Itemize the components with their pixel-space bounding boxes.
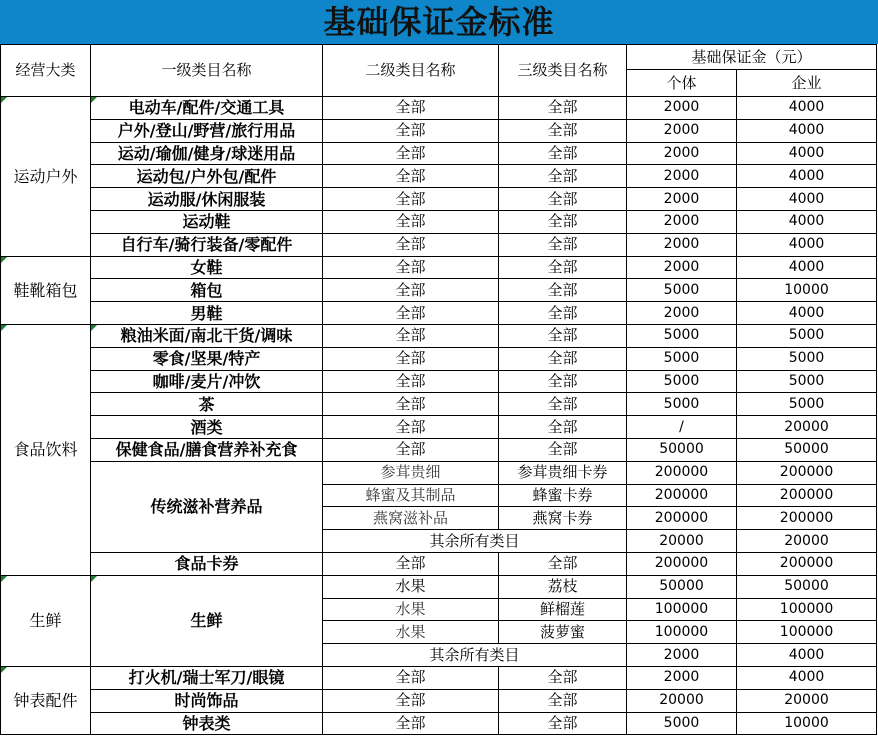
- level1-cell: 打火机/瑞士军刀/眼镜: [91, 666, 323, 689]
- table-row: [1, 666, 877, 689]
- enterprise-cell: 200000: [737, 484, 877, 507]
- level2-cell: 参茸贵细: [323, 461, 499, 484]
- level3-cell: 全部: [499, 438, 627, 461]
- category-cell: 食品饮料: [1, 324, 91, 575]
- category-cell: 鞋靴箱包: [1, 256, 91, 324]
- level1-cell: 女鞋: [91, 256, 323, 279]
- level3-cell: 蜂蜜卡券: [499, 484, 627, 507]
- individual-cell: 50000: [627, 575, 737, 598]
- level2-cell: 全部: [323, 689, 499, 712]
- other-categories-cell: 其余所有类目: [323, 530, 627, 553]
- level1-cell: 保健食品/膳食营养补充食: [91, 438, 323, 461]
- individual-cell: /: [627, 416, 737, 439]
- enterprise-cell: 5000: [737, 393, 877, 416]
- individual-cell: 200000: [627, 484, 737, 507]
- enterprise-cell: 10000: [737, 712, 877, 735]
- header-enterprise: 企业: [737, 70, 877, 97]
- table-row: [1, 575, 877, 598]
- page-title: 基础保证金标准: [0, 0, 878, 44]
- enterprise-cell: 4000: [737, 97, 877, 120]
- enterprise-cell: 4000: [737, 210, 877, 233]
- enterprise-cell: 5000: [737, 347, 877, 370]
- level3-cell: 全部: [499, 279, 627, 302]
- level1-cell: 零食/坚果/特产: [91, 347, 323, 370]
- table-row: [1, 233, 877, 256]
- level1-cell: 粮油米面/南北干货/调味: [91, 324, 323, 347]
- individual-cell: 200000: [627, 507, 737, 530]
- level2-cell: 全部: [323, 438, 499, 461]
- table-row: [1, 461, 877, 484]
- level2-cell: 全部: [323, 666, 499, 689]
- individual-cell: 5000: [627, 712, 737, 735]
- table-row: [1, 256, 877, 279]
- individual-cell: 2000: [627, 142, 737, 165]
- level3-cell: 全部: [499, 210, 627, 233]
- level1-cell: 户外/登山/野营/旅行用品: [91, 119, 323, 142]
- individual-cell: 2000: [627, 119, 737, 142]
- enterprise-cell: 20000: [737, 530, 877, 553]
- level1-cell: 电动车/配件/交通工具: [91, 97, 323, 120]
- level2-cell: 全部: [323, 233, 499, 256]
- table-row: [1, 165, 877, 188]
- level3-cell: 全部: [499, 165, 627, 188]
- level3-cell: 全部: [499, 347, 627, 370]
- table-row: [1, 324, 877, 347]
- enterprise-cell: 50000: [737, 438, 877, 461]
- level2-cell: 全部: [323, 393, 499, 416]
- level1-cell: 酒类: [91, 416, 323, 439]
- level2-cell: 全部: [323, 210, 499, 233]
- individual-cell: 100000: [627, 598, 737, 621]
- individual-cell: 20000: [627, 689, 737, 712]
- enterprise-cell: 4000: [737, 256, 877, 279]
- category-cell: 生鲜: [1, 575, 91, 666]
- individual-cell: 5000: [627, 393, 737, 416]
- header-deposit: 基础保证金（元）: [627, 45, 877, 70]
- level2-cell: 全部: [323, 552, 499, 575]
- table-row: [1, 712, 877, 735]
- individual-cell: 50000: [627, 438, 737, 461]
- level1-cell: 运动鞋: [91, 210, 323, 233]
- enterprise-cell: 200000: [737, 507, 877, 530]
- level1-cell: 箱包: [91, 279, 323, 302]
- header-level2: 二级类目名称: [323, 45, 499, 97]
- level3-cell: 全部: [499, 416, 627, 439]
- individual-cell: 2000: [627, 188, 737, 211]
- level3-cell: 全部: [499, 689, 627, 712]
- header-level1: 一级类目名称: [91, 45, 323, 97]
- level2-cell: 全部: [323, 347, 499, 370]
- enterprise-cell: 50000: [737, 575, 877, 598]
- table-row: [1, 370, 877, 393]
- individual-cell: 2000: [627, 644, 737, 667]
- table-row: [1, 689, 877, 712]
- level1-cell: 运动/瑜伽/健身/球迷用品: [91, 142, 323, 165]
- level3-cell: 全部: [499, 188, 627, 211]
- enterprise-cell: 4000: [737, 666, 877, 689]
- level1-cell: 生鲜: [91, 575, 323, 666]
- category-cell: 钟表配件: [1, 666, 91, 734]
- table-row: [1, 210, 877, 233]
- individual-cell: 200000: [627, 552, 737, 575]
- level3-cell: 全部: [499, 393, 627, 416]
- level2-cell: 全部: [323, 712, 499, 735]
- enterprise-cell: 100000: [737, 621, 877, 644]
- individual-cell: 5000: [627, 370, 737, 393]
- individual-cell: 2000: [627, 666, 737, 689]
- enterprise-cell: 200000: [737, 461, 877, 484]
- individual-cell: 200000: [627, 461, 737, 484]
- level1-cell: 运动包/户外包/配件: [91, 165, 323, 188]
- individual-cell: 100000: [627, 621, 737, 644]
- enterprise-cell: 4000: [737, 644, 877, 667]
- level2-cell: 全部: [323, 370, 499, 393]
- individual-cell: 20000: [627, 530, 737, 553]
- level2-cell: 水果: [323, 621, 499, 644]
- level2-cell: 燕窝滋补品: [323, 507, 499, 530]
- level3-cell: 全部: [499, 233, 627, 256]
- individual-cell: 5000: [627, 324, 737, 347]
- level1-cell: 茶: [91, 393, 323, 416]
- level2-cell: 全部: [323, 256, 499, 279]
- level2-cell: 全部: [323, 97, 499, 120]
- individual-cell: 2000: [627, 302, 737, 325]
- level3-cell: 全部: [499, 302, 627, 325]
- enterprise-cell: 200000: [737, 552, 877, 575]
- table-row: [1, 302, 877, 325]
- table-row: [1, 97, 877, 120]
- enterprise-cell: 4000: [737, 165, 877, 188]
- deposit-table: [0, 44, 877, 735]
- level3-cell: 燕窝卡券: [499, 507, 627, 530]
- level1-cell: 咖啡/麦片/冲饮: [91, 370, 323, 393]
- individual-cell: 5000: [627, 347, 737, 370]
- table-row: [1, 279, 877, 302]
- level1-cell: 钟表类: [91, 712, 323, 735]
- header-category: 经营大类: [1, 45, 91, 97]
- level2-cell: 全部: [323, 119, 499, 142]
- individual-cell: 2000: [627, 97, 737, 120]
- individual-cell: 5000: [627, 279, 737, 302]
- individual-cell: 2000: [627, 210, 737, 233]
- enterprise-cell: 4000: [737, 302, 877, 325]
- individual-cell: 2000: [627, 256, 737, 279]
- level3-cell: 全部: [499, 119, 627, 142]
- enterprise-cell: 4000: [737, 119, 877, 142]
- level3-cell: 全部: [499, 97, 627, 120]
- table-row: [1, 416, 877, 439]
- level3-cell: 鲜榴莲: [499, 598, 627, 621]
- table-row: [1, 438, 877, 461]
- level3-cell: 参茸贵细卡券: [499, 461, 627, 484]
- level2-cell: 水果: [323, 575, 499, 598]
- level2-cell: 全部: [323, 165, 499, 188]
- enterprise-cell: 4000: [737, 188, 877, 211]
- table-row: [1, 188, 877, 211]
- level3-cell: 全部: [499, 712, 627, 735]
- enterprise-cell: 20000: [737, 416, 877, 439]
- header-level3: 三级类目名称: [499, 45, 627, 97]
- level3-cell: 全部: [499, 552, 627, 575]
- level3-cell: 全部: [499, 324, 627, 347]
- level1-cell: 传统滋补营养品: [91, 461, 323, 552]
- level3-cell: 全部: [499, 370, 627, 393]
- level1-cell: 自行车/骑行装备/零配件: [91, 233, 323, 256]
- level2-cell: 全部: [323, 302, 499, 325]
- enterprise-cell: 5000: [737, 324, 877, 347]
- table-row: [1, 142, 877, 165]
- level2-cell: 全部: [323, 279, 499, 302]
- enterprise-cell: 20000: [737, 689, 877, 712]
- enterprise-cell: 5000: [737, 370, 877, 393]
- table-row: [1, 347, 877, 370]
- level2-cell: 全部: [323, 324, 499, 347]
- individual-cell: 2000: [627, 233, 737, 256]
- category-cell: 运动户外: [1, 97, 91, 257]
- level1-cell: 时尚饰品: [91, 689, 323, 712]
- other-categories-cell: 其余所有类目: [323, 644, 627, 667]
- level2-cell: 全部: [323, 416, 499, 439]
- level1-cell: 男鞋: [91, 302, 323, 325]
- enterprise-cell: 4000: [737, 233, 877, 256]
- level2-cell: 全部: [323, 188, 499, 211]
- level1-cell: 运动服/休闲服装: [91, 188, 323, 211]
- level3-cell: 荔枝: [499, 575, 627, 598]
- level3-cell: 全部: [499, 256, 627, 279]
- level3-cell: 菠萝蜜: [499, 621, 627, 644]
- level2-cell: 水果: [323, 598, 499, 621]
- enterprise-cell: 10000: [737, 279, 877, 302]
- table-row: [1, 552, 877, 575]
- header-individual: 个体: [627, 70, 737, 97]
- table-row: [1, 119, 877, 142]
- enterprise-cell: 100000: [737, 598, 877, 621]
- enterprise-cell: 4000: [737, 142, 877, 165]
- level1-cell: 食品卡券: [91, 552, 323, 575]
- level2-cell: 全部: [323, 142, 499, 165]
- level3-cell: 全部: [499, 142, 627, 165]
- table-row: [1, 393, 877, 416]
- level2-cell: 蜂蜜及其制品: [323, 484, 499, 507]
- level3-cell: 全部: [499, 666, 627, 689]
- individual-cell: 2000: [627, 165, 737, 188]
